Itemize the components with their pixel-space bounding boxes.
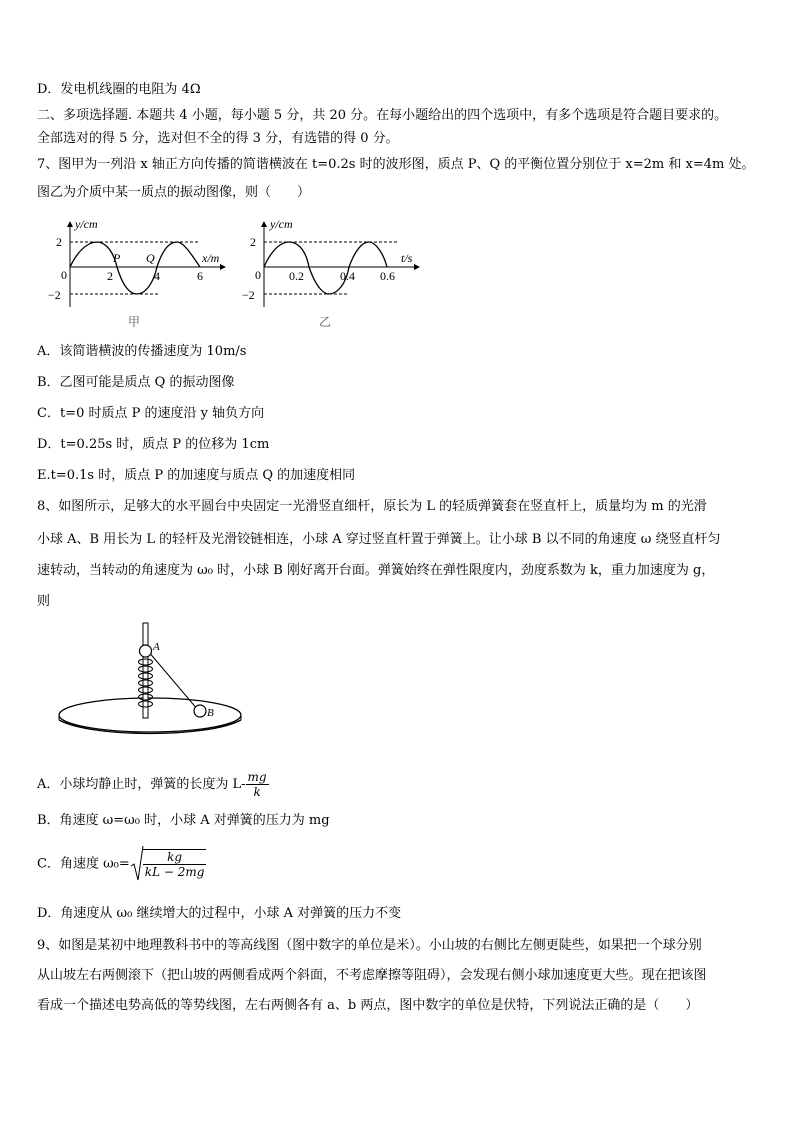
- q7-stem-cont: 图乙为介质中某一质点的振动图像，则（ ）: [37, 185, 311, 200]
- tick-label-0-yi: 0: [255, 268, 261, 282]
- tick-label-neg2-yi: −2: [242, 288, 255, 302]
- x-axis-label-yi: t/s: [401, 251, 413, 265]
- sqrt-sign: [130, 844, 144, 884]
- tick-label-neg2-jia: −2: [48, 288, 61, 302]
- ball-a-label: A: [153, 641, 160, 653]
- vibration-curve-yi: [264, 242, 387, 294]
- tick-label-t04-yi: 0.4: [340, 269, 355, 283]
- q8-option-d: D．角速度从 ω₀ 继续增大的过程中，小球 A 对弹簧的压力不变: [37, 906, 402, 921]
- tick-label-x4-jia: 4: [154, 269, 160, 283]
- tick-label-t06-yi: 0.6: [380, 269, 395, 283]
- q8-stem-cont2: 速转动，当转动的角速度为 ω₀ 时，小球 B 刚好离开台面。弹簧始终在弹性限度内，劲度系数为 k，重力加速度为 g，: [37, 563, 715, 578]
- q8-option-c-text: C．角速度 ω₀=: [37, 856, 130, 872]
- fraction-denominator: kL − 2mg: [144, 865, 205, 879]
- q8-stem: 8、如图所示，足够大的水平圆台中央固定一光滑竖直细杆，原长为 L 的轻质弹簧套在竖直杆上，质量均为 m 的光滑: [37, 499, 707, 514]
- q9-stem-cont2: 看成一个描述电势高低的等势线图，左右两侧各有 a、b 两点，图中数字的单位是伏特，下列说法正确的是（ ）: [37, 998, 699, 1013]
- wave-curve-jia: [70, 242, 200, 294]
- q8-stem-cont1: 小球 A、B 用长为 L 的轻杆及光滑铰链相连，小球 A 穿过竖直杆置于弹簧上。让小球 B 以不同的角速度 ω 绕竖直杆匀: [37, 532, 721, 547]
- x-axis-label-jia: x/m: [202, 251, 220, 265]
- vibration-graph-yi: [237, 212, 427, 337]
- q8-stem-cont3: 则: [37, 594, 51, 609]
- ball-a: [140, 645, 152, 657]
- q8-option-a-text: A．小球均静止时，弹簧的长度为 L-: [37, 777, 246, 792]
- q9-stem-cont1: 从山坡左右两侧滚下（把山坡的两侧看成两个斜面，不考虑摩擦等阻碍），会发现右侧小球加速度更大些。现在把该图: [37, 968, 707, 983]
- point-q-label: Q: [146, 251, 155, 265]
- tick-label-t02-yi: 0.2: [289, 269, 304, 283]
- point-p-label: P: [113, 251, 121, 265]
- q7-option-e: E.t=0.1s 时，质点 P 的加速度与质点 Q 的加速度相同: [37, 468, 356, 483]
- fraction-denominator: k: [253, 785, 261, 799]
- section2-heading: 二、多项选择题. 本题共 4 小题，每小题 5 分，共 20 分。在每小题给出的四个选项中，有多个选项是符合题目要求的。: [37, 108, 728, 123]
- tick-label-0-jia: 0: [61, 268, 67, 282]
- q7-option-c: C．t=0 时质点 P 的速度沿 y 轴负方向: [37, 406, 265, 421]
- ball-b: [194, 705, 206, 717]
- tick-label-2-yi: 2: [250, 235, 256, 249]
- caption-jia: 甲: [128, 315, 141, 329]
- q7-option-a: A．该简谐横波的传播速度为 10m/s: [37, 344, 247, 359]
- q6-option-d: D．发电机线圈的电阻为 4Ω: [37, 82, 201, 97]
- q8-option-a: [37, 768, 269, 802]
- ball-b-label: B: [207, 707, 214, 719]
- q7-option-b: B．乙图可能是质点 Q 的振动图像: [37, 375, 235, 390]
- tick-label-2-jia: 2: [56, 235, 62, 249]
- tick-label-x2-jia: 2: [107, 269, 113, 283]
- caption-yi: 乙: [319, 315, 332, 329]
- y-axis-label-yi: y/cm: [270, 217, 293, 231]
- q7-option-d: D．t=0.25s 时，质点 P 的位移为 1cm: [37, 437, 270, 452]
- fraction-mg-over-k: [246, 770, 269, 799]
- q9-stem: 9、如图是某初中地理教科书中的等高线图（图中数字的单位是米）。小山坡的右侧比左侧更陡些，如果把一个球分别: [37, 938, 702, 953]
- fraction-numerator: mg: [247, 770, 267, 784]
- section2-heading-cont: 全部选对的得 5 分，选对但不全的得 3 分，有选错的得 0 分。: [37, 131, 399, 146]
- q7-stem: 7、图甲为一列沿 x 轴正方向传播的简谐横波在 t=0.2s 时的波形图，质点 P、Q 的平衡位置分别位于 x=2m 和 x=4m 处。: [37, 157, 755, 172]
- fraction-kg-over-kl-2mg: [143, 849, 207, 879]
- y-axis-label-jia: y/cm: [75, 217, 98, 231]
- vertical-rod: [143, 623, 148, 718]
- wave-graph-jia: [40, 212, 240, 337]
- q8-option-c: [37, 844, 206, 885]
- rotating-platform-figure: [52, 620, 252, 750]
- fraction-numerator: kg: [143, 850, 207, 865]
- tick-label-x6-jia: 6: [197, 269, 203, 283]
- q8-option-b: B．角速度 ω=ω₀ 时，小球 A 对弹簧的压力为 mg: [37, 813, 330, 828]
